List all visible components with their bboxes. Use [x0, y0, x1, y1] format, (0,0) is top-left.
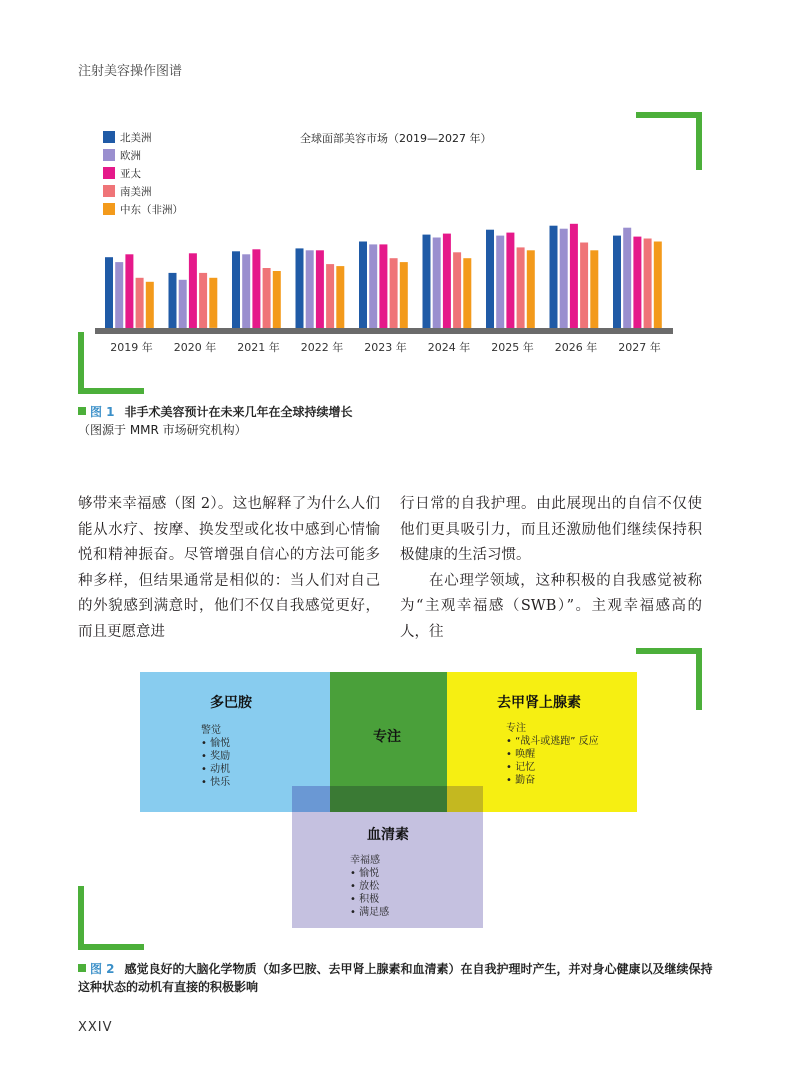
x-tick-label: 2022 年 — [300, 341, 344, 354]
norepinephrine-list — [506, 722, 599, 787]
bar — [336, 266, 344, 328]
x-tick-label: 2023 年 — [364, 341, 407, 354]
body-paragraph: 够带来幸福感（图 2）。这也解释了为什么人们能从水疗、按摩、换发型或化妆中感到心情愉悦和精神振奋。尽管增强自信心的方法可能多种多样，但结果通常是相似的：当人们对自己的外貌感到满意时，他们不仅自我感觉更好，而且更愿意进 — [78, 496, 380, 640]
bar — [506, 233, 514, 328]
bar — [263, 268, 271, 328]
bar — [453, 252, 461, 328]
bar — [580, 243, 588, 329]
bar — [306, 250, 314, 328]
bar — [443, 234, 451, 328]
bar — [496, 236, 504, 328]
serotonin-item: • 放松 — [350, 881, 380, 892]
x-tick-label: 2026 年 — [554, 341, 598, 354]
legend-item-north-america — [103, 128, 183, 146]
body-left-column — [78, 492, 380, 645]
bar — [369, 244, 377, 328]
bar — [296, 248, 304, 328]
bar — [136, 278, 144, 328]
bar — [623, 228, 631, 328]
dopamine-item: 警觉 — [201, 725, 221, 736]
x-tick-label: 2020 年 — [173, 341, 217, 354]
figure1-caption-source: （图源于 MMR 市场研究机构） — [78, 423, 247, 437]
dopamine-item: • 奖励 — [201, 751, 231, 762]
overlap-focus-serotonin — [330, 786, 447, 812]
dopamine-item: • 动机 — [201, 764, 231, 775]
legend-label: 北美洲 — [120, 131, 152, 144]
serotonin-item: • 积极 — [350, 894, 380, 905]
bar — [242, 254, 250, 328]
bar — [169, 273, 177, 328]
x-tick-label: 2021 年 — [237, 341, 280, 354]
bar — [199, 273, 207, 328]
bar — [423, 235, 431, 328]
bar — [189, 253, 197, 328]
dopamine-item: • 快乐 — [201, 777, 231, 788]
legend-label: 中东（非洲） — [120, 203, 183, 216]
dopamine-item: • 愉悦 — [201, 738, 231, 749]
norepinephrine-item: • 唤醒 — [506, 749, 536, 760]
serotonin-title: 血清素 — [367, 827, 409, 843]
bar — [560, 229, 568, 328]
bar — [390, 258, 398, 328]
norepinephrine-title: 去甲肾上腺素 — [497, 695, 581, 711]
bar — [316, 250, 324, 328]
caption-marker — [78, 407, 86, 415]
bar — [273, 271, 281, 328]
figure2-caption — [78, 960, 723, 996]
body-paragraph: 在心理学领域，这种积极的自我感觉被称为“主观幸福感（SWB）”。主观幸福感高的人，往 — [400, 572, 702, 640]
bar — [463, 258, 471, 328]
bar — [115, 262, 123, 328]
bar — [633, 237, 641, 328]
x-tick-label: 2025 年 — [491, 341, 534, 354]
figure2-caption-text: 感觉良好的大脑化学物质（如多巴胺、去甲肾上腺素和血清素）在自我护理时产生，并对身心健康以及继续保持这种状态的动机有直接的积极影响 — [78, 962, 713, 994]
legend-label: 南美洲 — [120, 185, 152, 198]
bar — [570, 224, 578, 328]
bar — [400, 262, 408, 328]
figure1-number: 图 1 — [90, 405, 115, 419]
body-right-column — [400, 492, 702, 645]
x-axis-baseline — [95, 328, 673, 334]
bar — [550, 226, 558, 328]
bar — [359, 242, 367, 329]
chart-title: 全球面部美容市场（2019—2027 年） — [300, 132, 492, 145]
legend-label: 亚太 — [120, 167, 141, 180]
bar — [433, 238, 441, 329]
serotonin-list — [350, 854, 389, 919]
bar — [105, 257, 113, 328]
legend-swatch — [103, 131, 115, 143]
bar — [125, 254, 133, 328]
norepinephrine-item: 专注 — [506, 723, 526, 734]
running-header: 注射美容操作图谱 — [78, 64, 183, 79]
bar — [232, 251, 240, 328]
legend-label: 欧洲 — [120, 149, 141, 162]
bar-chart — [95, 150, 685, 362]
figure1-caption — [78, 403, 718, 439]
overlap-norepinephrine-serotonin — [447, 786, 483, 812]
bar — [644, 239, 652, 329]
norepinephrine-item: • 记忆 — [506, 762, 536, 773]
bar — [379, 244, 387, 328]
dopamine-title: 多巴胺 — [210, 695, 252, 711]
norepinephrine-item: • “战斗或逃跑” 反应 — [506, 736, 599, 747]
focus-title: 专注 — [373, 729, 401, 745]
figure1-caption-text: 非手术美容预计在未来几年在全球持续增长 — [124, 405, 353, 419]
norepinephrine-item: • 勤奋 — [506, 775, 536, 786]
bar — [590, 250, 598, 328]
serotonin-item: • 满足感 — [350, 907, 390, 918]
serotonin-item: 幸福感 — [350, 855, 380, 866]
x-tick-label: 2019 年 — [110, 341, 153, 354]
bar — [486, 230, 494, 328]
bar — [517, 247, 525, 328]
bar — [146, 282, 154, 328]
x-tick-label: 2027 年 — [618, 341, 661, 354]
bar — [654, 242, 662, 329]
bar — [179, 280, 187, 328]
serotonin-item: • 愉悦 — [350, 868, 380, 879]
bar — [613, 236, 621, 328]
x-tick-label: 2024 年 — [427, 341, 471, 354]
bar — [209, 278, 217, 328]
body-paragraph: 行日常的自我护理。由此展现出的自信不仅使他们更具吸引力，而且还激励他们继续保持积极健康的生活习惯。 — [400, 496, 702, 563]
dopamine-list — [201, 724, 230, 789]
caption-marker — [78, 964, 86, 972]
bar — [252, 249, 260, 328]
figure2-number: 图 2 — [90, 962, 115, 976]
overlap-dopamine-serotonin — [292, 786, 330, 812]
page-number: XXIV — [78, 1020, 113, 1035]
bar — [326, 264, 334, 328]
bar — [527, 250, 535, 328]
